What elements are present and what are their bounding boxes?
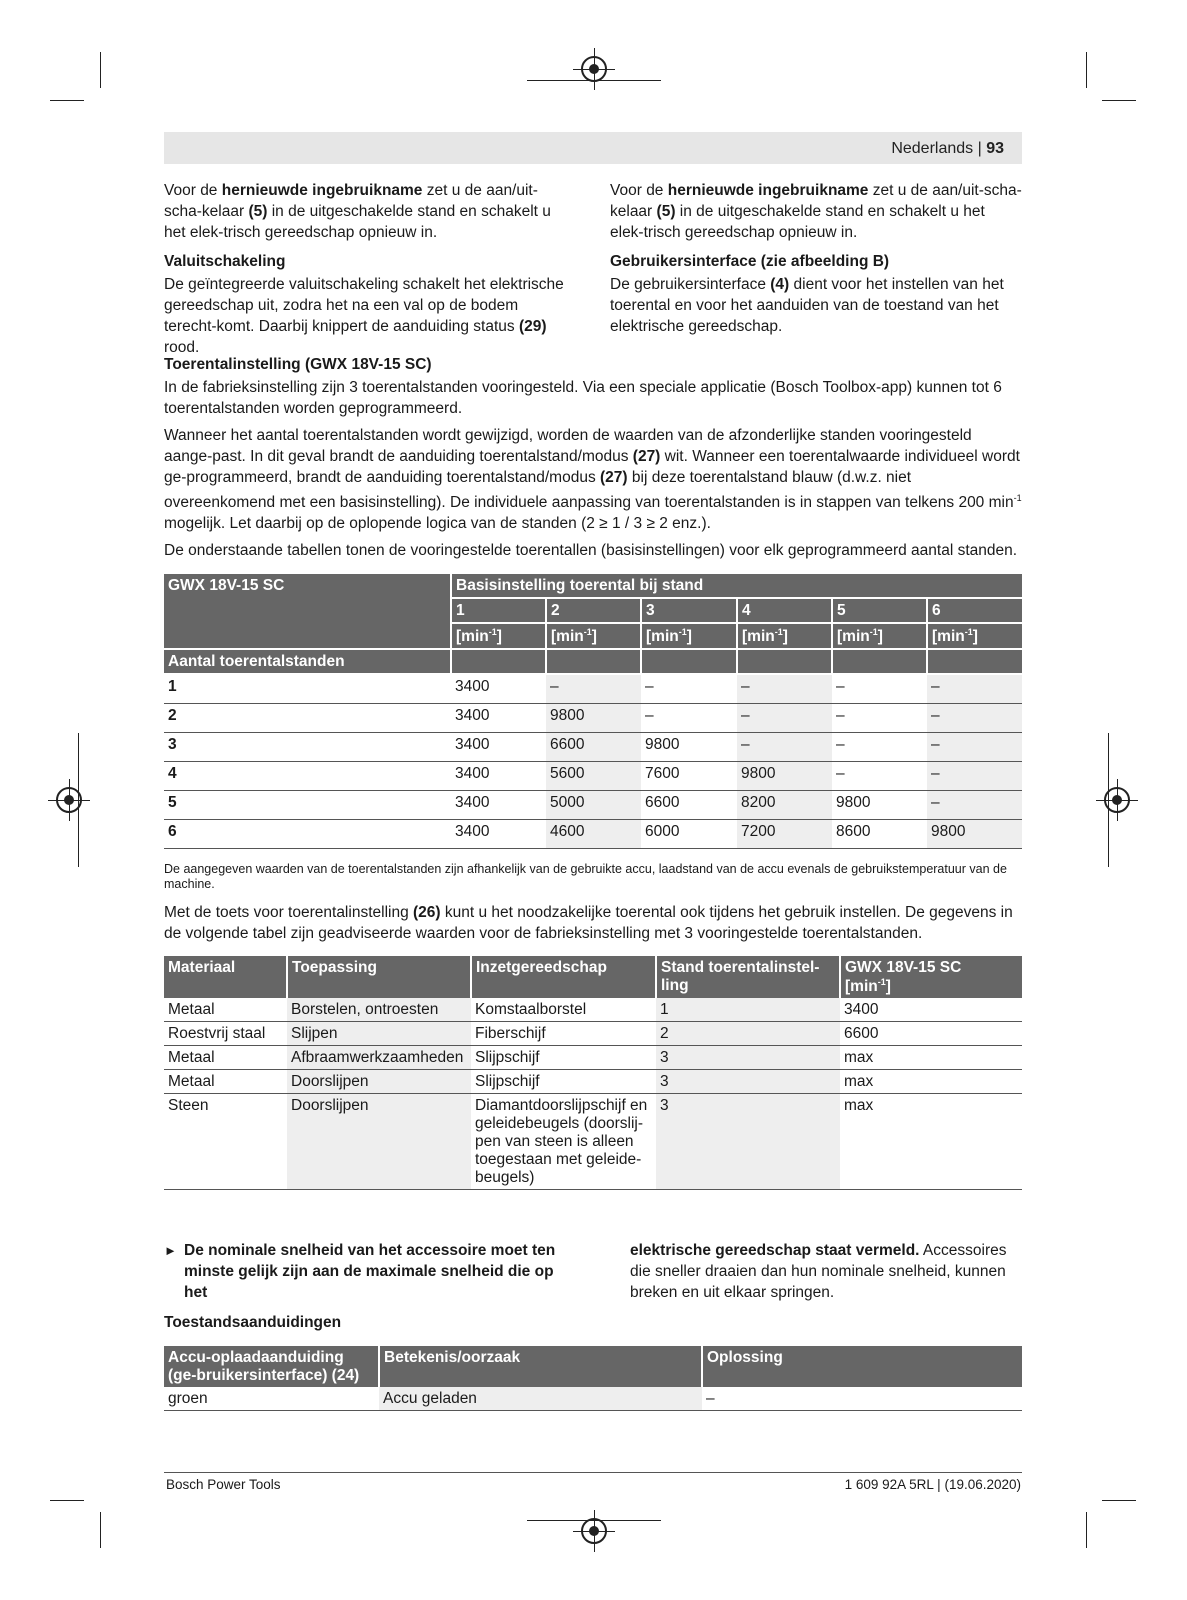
table-cell: 3400 [840,998,1022,1022]
registration-mark-icon [581,56,607,82]
table-cell: Steen [164,1094,287,1190]
stand-header: 1 [451,598,546,623]
stand-count-cell: 3 [164,733,451,762]
speed-settings-table [164,574,1022,849]
stand-header: 2 [546,598,641,623]
status-table [164,1346,1022,1411]
crop-mark [1086,52,1087,88]
speed-cell: – [927,791,1022,820]
footer-brand: Bosch Power Tools [166,1477,281,1492]
crop-mark [1102,100,1136,101]
speed-cell: – [546,674,641,704]
speed-cell: 6000 [641,820,737,849]
speed-cell: 8600 [832,820,927,849]
table-cell: 2 [656,1022,840,1046]
speed-cell: – [927,762,1022,791]
stand-count-cell: 2 [164,704,451,733]
row-group-header: Aantal toerentalstanden [164,649,451,674]
table-cell: max [840,1070,1022,1094]
recommended-values-table [164,956,1022,1190]
warning-bold-left: De nominale snelheid van het accessoire moet ten minste gelijk zijn aan de maximale snelheid die op het [184,1242,556,1301]
speed-heading: Toerentalinstelling (GWX 18V-15 SC) [164,356,432,373]
speed-cell: 9800 [546,704,641,733]
table-cell: 3 [656,1070,840,1094]
table-row [164,674,1022,704]
stand-count-cell: 4 [164,762,451,791]
speed-cell: 3400 [451,820,546,849]
drop-shutoff-paragraph: De geïntegreerde valuitschakeling schakelt het elektrische gereedschap uit, zodra het na een val op de bodem terecht-komt. Daarbij knippert de aanduiding status (29) rood. [164,276,564,356]
user-interface-paragraph: De gebruikersinterface (4) dient voor het instellen van het toerental en voor het aanduiden van de toestand van het elektrische gereedschap. [610,276,1004,335]
restart-paragraph: Voor de hernieuwde ingebruikname zet u de aan/uit-scha-kelaar (5) in de uitgeschakelde stand en schakelt u het elek-trisch gereedschap opnieuw in. [610,182,1022,241]
speed-paragraph-4: Met de toets voor toerentalinstelling (26) kunt u het noodzakelijke toerental ook tijdens het gebruik instellen. De gegevens in de volgende tabel zijn geadviseerde waarden voor de fabrieksinstelling met 3 vooringestelde toerentalstanden. [164,904,1013,942]
table-cell: Metaal [164,1046,287,1070]
speed-paragraph-2: Wanneer het aantal toerentalstanden wordt gewijzigd, worden de waarden van de afzonderlijke standen vooringesteld aange-past. In dit geval brandt de aanduiding toerentalstand/modus (27) wit. Wanneer een toerentalwaarde individueel wordt ge-programmeerd, brandt de aanduiding toerentalstand/modus (27) bij deze toerentalstand blauw (d.w.z. niet overeenkomend met een basisinstelling). De individuele aanpassing van toerentalstanden is in stappen van telkens 200 $\min^{-1}$ mogelijk. Let daarbij op de oplopende logica van de standen (2 ≥ 1 / 3 ≥ 2 enz.). [164,427,1022,533]
table-cell: Accu geladen [379,1387,702,1411]
table-cell: 3 [656,1094,840,1190]
header-separator: | [977,140,982,157]
speed-cell: 3400 [451,791,546,820]
table-row [164,733,1022,762]
table-row [164,1046,1022,1070]
crop-mark [1102,1500,1136,1501]
speed-cell: 3400 [451,704,546,733]
table-row [164,704,1022,733]
speed-section [164,354,1022,567]
warning-text: Accessoires die sneller draaien dan hun nominale snelheid, kunnen breken en uit elkaar springen. [630,1242,1007,1301]
unit-header: $[\min^{-1}]$ [546,623,641,649]
stand-header: 5 [832,598,927,623]
crop-mark [1108,733,1109,867]
crop-mark [50,1500,84,1501]
crop-mark [50,100,84,101]
table-cell: – [702,1387,1022,1411]
table-cell: Diamantdoorslijpschijf en geleidebeugels (doorslij-pen van steen is alleen toegestaan met geleide-beugels) [471,1094,656,1190]
unit-header: $[\min^{-1}]$ [737,623,832,649]
header-language: Nederlands [891,140,974,157]
page-number: 93 [986,140,1004,157]
header-text [891,140,1004,158]
crop-mark [1086,1512,1087,1548]
unit-header: $[\min^{-1}]$ [832,623,927,649]
column-header: Stand toerentalinstel-ling [656,956,840,998]
table-row [164,1022,1022,1046]
speed-cell: – [737,674,832,704]
table-row [164,1094,1022,1190]
table-row [164,1070,1022,1094]
speed-cell: 3400 [451,762,546,791]
speed-cell: – [641,674,737,704]
column-header: GWX 18V-15 SC $[\min^{-1}]$ [840,956,1022,998]
speed-cell: 7600 [641,762,737,791]
table-cell: 1 [656,998,840,1022]
left-column [164,180,572,366]
table-cell: max [840,1046,1022,1070]
table-row [164,1387,1022,1411]
table-cell: Slijpen [287,1022,471,1046]
table-cell: Fiberschijf [471,1022,656,1046]
speed-cell: 6600 [641,791,737,820]
table-cell: Slijpschijf [471,1046,656,1070]
right-column [610,180,1022,345]
table-row [164,791,1022,820]
table-cell: Slijpschijf [471,1070,656,1094]
user-interface-heading: Gebruikersinterface (zie afbeelding B) [610,253,890,270]
table-cell: Afbraamwerkzaamheden [287,1046,471,1070]
column-header: Inzetgereedschap [471,956,656,998]
stand-header: 6 [927,598,1022,623]
speed-cell: – [832,733,927,762]
speed-cell: – [927,704,1022,733]
warning-bold-right: elektrische gereedschap staat vermeld. [630,1242,920,1259]
column-header: Materiaal [164,956,287,998]
status-heading: Toestandsaanduidingen [164,1314,342,1331]
speed-cell: – [737,704,832,733]
stand-count-cell: 5 [164,791,451,820]
model-header: GWX 18V-15 SC [164,574,451,649]
footer-divider [164,1472,1022,1473]
bullet-icon: ► [164,1243,177,1258]
table-row [164,762,1022,791]
speed-cell: 6600 [546,733,641,762]
table-cell: Roestvrij staal [164,1022,287,1046]
stand-count-cell: 1 [164,674,451,704]
table-row [164,998,1022,1022]
speed-cell: 3400 [451,674,546,704]
speed-cell: 4600 [546,820,641,849]
speed-cell: 9800 [927,820,1022,849]
column-header: Betekenis/oorzaak [379,1346,702,1387]
speed-cell: – [737,733,832,762]
restart-paragraph: Voor de hernieuwde ingebruikname zet u de aan/uit-scha-kelaar (5) in de uitgeschakelde stand en schakelt u het elek-trisch gereedschap opnieuw in. [164,182,551,241]
warning-left [164,1240,584,1303]
crop-mark [100,1512,101,1548]
unit-header: $[\min^{-1}]$ [451,623,546,649]
speed-cell: – [832,674,927,704]
speed-cell: – [927,733,1022,762]
table-cell: Doorslijpen [287,1094,471,1190]
column-header: Oplossing [702,1346,1022,1387]
table-row [164,820,1022,849]
drop-shutoff-heading: Valuitschakeling [164,253,286,270]
speed-cell: – [832,762,927,791]
table-cell: 6600 [840,1022,1022,1046]
table-cell: Borstelen, ontroesten [287,998,471,1022]
speed-cell: 8200 [737,791,832,820]
speed-cell: – [641,704,737,733]
column-header: Toepassing [287,956,471,998]
table-cell: 3 [656,1046,840,1070]
stand-count-cell: 6 [164,820,451,849]
table-cell: Metaal [164,1070,287,1094]
page-header [164,132,1022,164]
speed-cell: 5600 [546,762,641,791]
speed-cell: – [832,704,927,733]
crop-mark [78,733,79,867]
table-cell: max [840,1094,1022,1190]
unit-header: $[\min^{-1}]$ [641,623,737,649]
stand-header: 4 [737,598,832,623]
stand-header: 3 [641,598,737,623]
group-header: Basisinstelling toerental bij stand [451,574,1022,598]
speed-cell: 3400 [451,733,546,762]
speed-paragraph-3: De onderstaande tabellen tonen de vooringestelde toerentallen (basisinstellingen) voor elk geprogrammeerd aantal standen. [164,542,1018,560]
table-cell: Metaal [164,998,287,1022]
warning-right [630,1240,1022,1311]
speed-cell: 9800 [832,791,927,820]
footer-doc-id: 1 609 92A 5RL | (19.06.2020) [844,1477,1021,1492]
speed-cell: 9800 [737,762,832,791]
unit-header: $[\min^{-1}]$ [927,623,1022,649]
table-note: De aangegeven waarden van de toerentalstanden zijn afhankelijk van de gebruikte accu, laadstand van de accu evenals de gebruikstemperatuur van de machine. [164,862,1007,891]
speed-paragraph-1: In de fabrieksinstelling zijn 3 toerentalstanden vooringesteld. Via een speciale applicatie (Bosch Toolbox-app) kunnen tot 6 toerentalstanden worden geprogrammeerd. [164,379,1002,417]
speed-cell: 5000 [546,791,641,820]
column-header: Accu-oplaadaanduiding (ge-bruikersinterface) (24) [164,1346,379,1387]
speed-cell: 9800 [641,733,737,762]
speed-cell: – [927,674,1022,704]
crop-mark [100,52,101,88]
table-cell: Doorslijpen [287,1070,471,1094]
registration-mark-icon [581,1518,607,1544]
table-cell: groen [164,1387,379,1411]
speed-cell: 7200 [737,820,832,849]
table-cell: Komstaalborstel [471,998,656,1022]
